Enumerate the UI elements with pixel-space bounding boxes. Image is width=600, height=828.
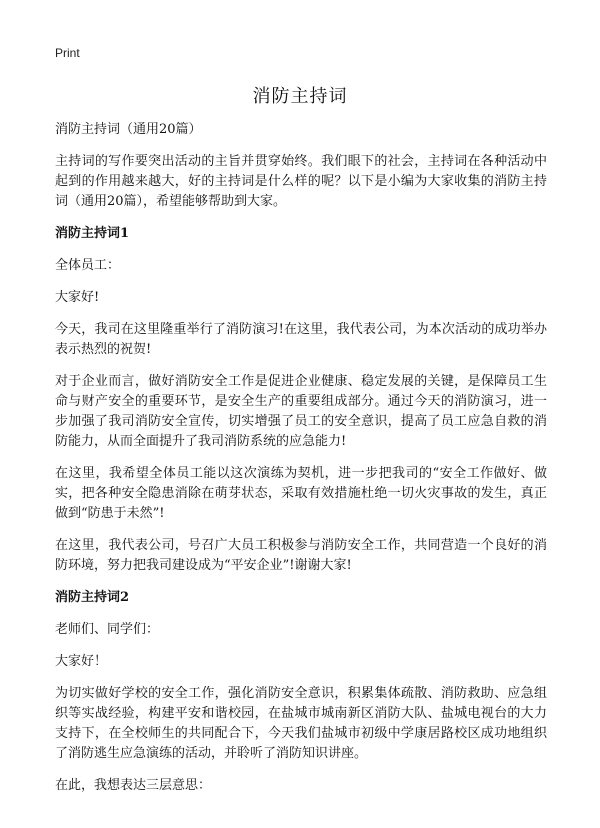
print-link[interactable]: Print: [55, 46, 80, 60]
section-2-paragraph: 在此，我想表达三层意思：: [55, 778, 212, 793]
section-1-greeting: 全体员工：: [55, 258, 121, 273]
document-subtitle: 消防主持词（通用20篇）: [55, 122, 202, 137]
section-2-greeting: 老师们、同学们：: [55, 622, 160, 637]
section-2-heading: 消防主持词2: [55, 590, 130, 605]
section-1-salutation: 大家好!: [55, 290, 100, 305]
section-2-paragraph: 为切实做好学校的安全工作，强化消防安全意识，积累集体疏散、消防救助、应急组织等实战经验，构建平安和谐校园，在盐城市城南新区消防大队、盐城电视台的大力支持下，在全校师生的共同配合下，今天我们盐城市初级中学康居路校区成功地组织了消防逃生应急演练的活动，并聆听了消防知识讲座。: [55, 686, 547, 761]
section-1-paragraph: 在这里，我代表公司，号召广大员工积极参与消防安全工作，共同营造一个良好的消防环境，努力把我司建设成为“平安企业”!谢谢大家!: [55, 538, 547, 573]
section-2-salutation: 大家好！: [55, 654, 108, 669]
document-body: [55, 120, 547, 808]
section-1-heading: 消防主持词1: [55, 226, 130, 241]
section-1-paragraph: 在这里，我希望全体员工能以这次演练为契机，进一步把我司的“安全工作做好、做实，把各种安全隐患消除在萌芽状态，采取有效措施杜绝一切火灾事故的发生，真正做到“防患于未然”!: [55, 466, 547, 521]
section-1-paragraph: 今天，我司在这里隆重举行了消防演习!在这里，我代表公司，为本次活动的成功举办表示热烈的祝贺!: [55, 322, 547, 357]
section-1-paragraph: 对于企业而言，做好消防安全工作是促进企业健康、稳定发展的关键，是保障员工生命与财产安全的重要环节，是安全生产的重要组成部分。通过今天的消防演习，进一步加强了我司消防安全宣传，切实增强了员工的安全意识，提高了员工应急自救的消防能力，从而全面提升了我司消防系统的应急能力!: [55, 374, 547, 449]
document-title: 消防主持词: [252, 86, 348, 107]
intro-paragraph: 主持词的写作要突出活动的主旨并贯穿始终。我们眼下的社会，主持词在各种活动中起到的作用越来越大，好的主持词是什么样的呢？以下是小编为大家收集的消防主持词（通用20篇），希望能够帮助到大家。: [55, 154, 547, 209]
